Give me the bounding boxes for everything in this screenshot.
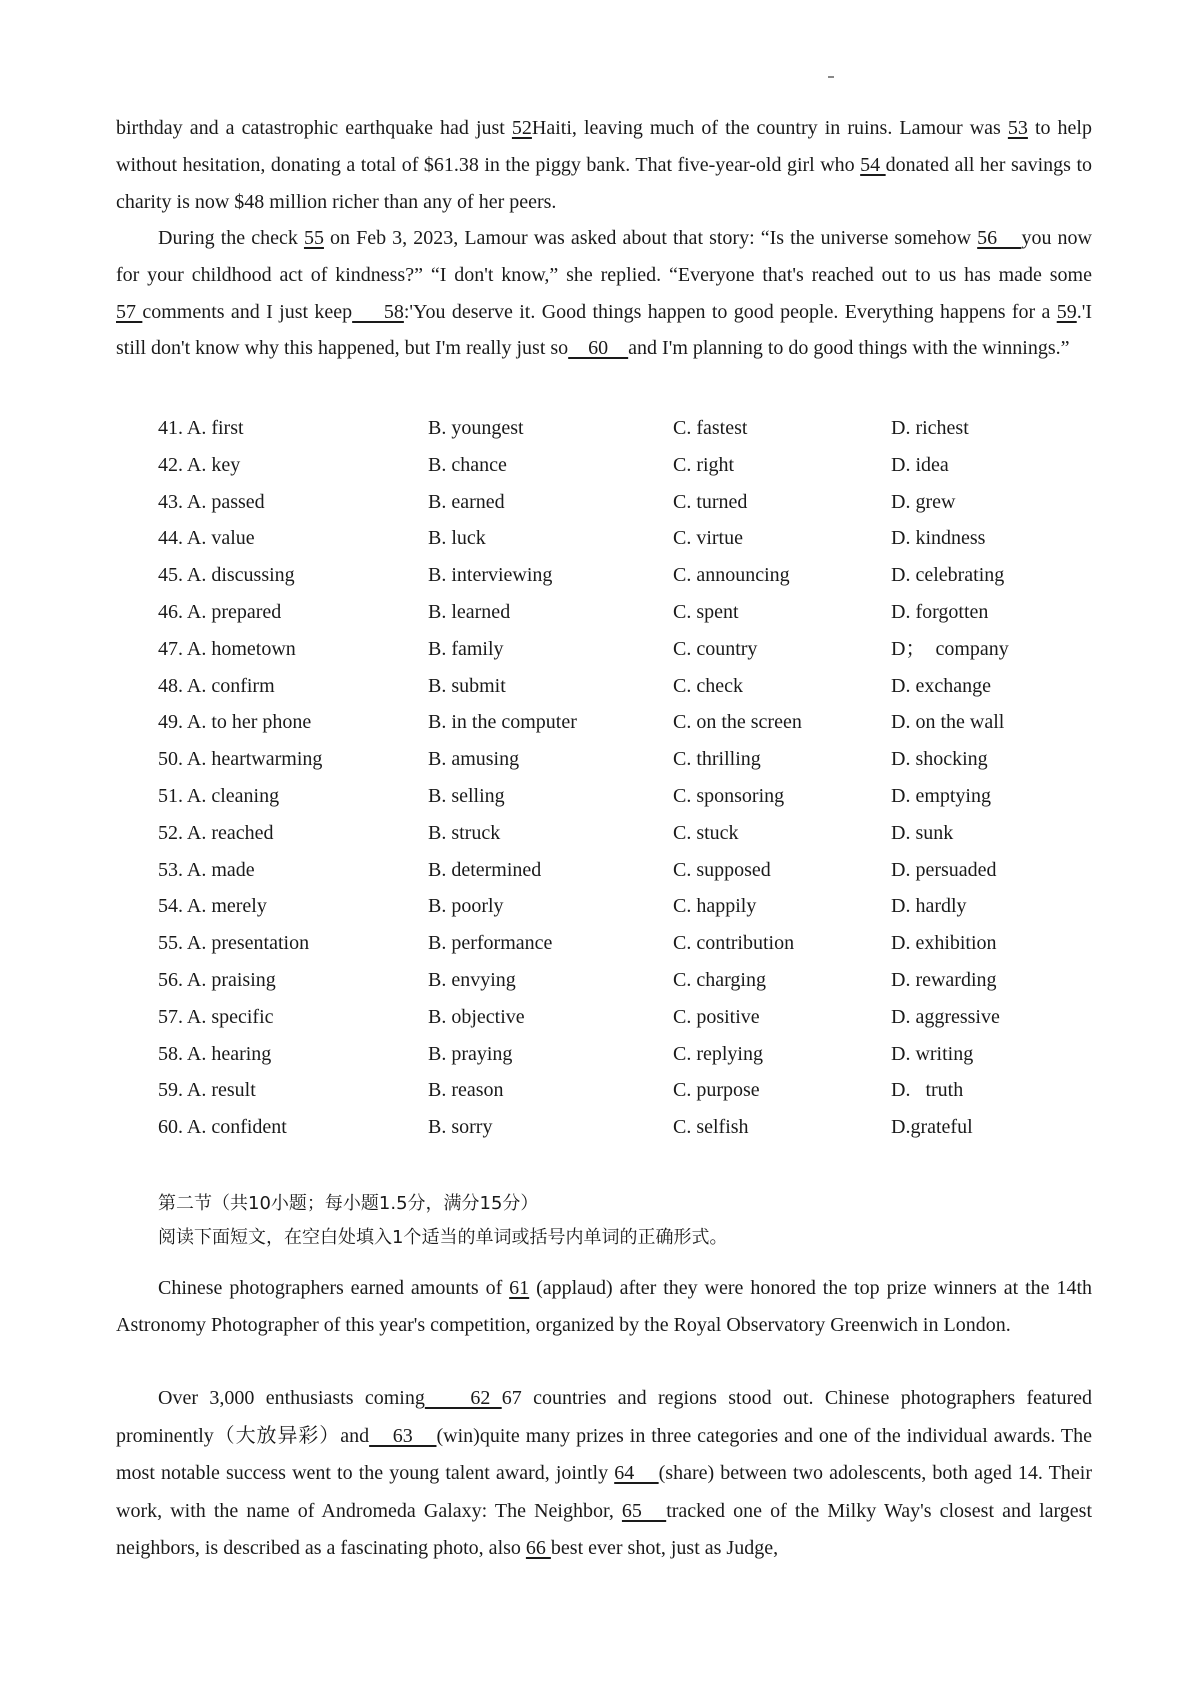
option-b: B. learned <box>428 600 511 623</box>
option-row <box>158 1109 1058 1146</box>
option-d: D. sunk <box>891 821 954 844</box>
option-a: 45. A. discussing <box>158 564 295 587</box>
option-a: 56. A. praising <box>158 968 276 991</box>
option-a: 54. A. merely <box>158 895 267 918</box>
option-d: D. rewarding <box>891 968 997 991</box>
option-d: D； company <box>891 637 1009 660</box>
blank-56: 56 <box>977 227 1022 249</box>
option-b: B. struck <box>428 821 501 844</box>
option-d: D. exhibition <box>891 932 997 955</box>
option-row <box>158 815 1058 852</box>
passage1-text: comments and I just keep <box>142 300 353 323</box>
option-c: C. charging <box>673 968 766 991</box>
option-row <box>158 557 1058 594</box>
option-row <box>158 668 1058 705</box>
option-row <box>158 520 1058 557</box>
option-c: C. country <box>673 637 758 660</box>
option-c: C. on the screen <box>673 711 802 734</box>
option-c: C. purpose <box>673 1079 760 1102</box>
passage2-paragraph2 <box>116 1380 1092 1568</box>
option-c: C. contribution <box>673 932 795 955</box>
option-b: B. submit <box>428 674 506 697</box>
option-c: C. turned <box>673 490 748 513</box>
option-c: C. positive <box>673 1005 760 1028</box>
option-b: B. performance <box>428 932 553 955</box>
option-d: D. hardly <box>891 895 967 918</box>
blank-62: 62 <box>424 1387 502 1409</box>
option-row <box>158 704 1058 741</box>
option-c: C. fastest <box>673 417 748 439</box>
option-b: B. reason <box>428 1079 504 1102</box>
option-row <box>158 962 1058 999</box>
blank-58: 58 <box>352 300 404 323</box>
option-d: D. truth <box>891 1079 964 1102</box>
option-c: C. right <box>673 453 735 476</box>
option-c: C. stuck <box>673 821 739 844</box>
option-a: 53. A. made <box>158 858 255 881</box>
section2-instruction: 阅读下面短文，在空白处填入1个适当的单词或括号内单词的正确形式。 <box>158 1227 728 1248</box>
passage1-text: birthday and a catastrophic earthquake had just <box>116 117 512 139</box>
blank-66: 66 <box>525 1537 551 1560</box>
option-a: 48. A. confirm <box>158 674 275 697</box>
blank-59: 59 <box>1056 300 1077 323</box>
option-a: 43. A. passed <box>158 490 265 513</box>
option-a: 46. A. prepared <box>158 600 282 623</box>
option-row <box>158 778 1058 815</box>
passage1-text: donated all her savings to charity is now $48 million richer than any of her peers. <box>116 153 1092 213</box>
passage2-text: (win)quite many prizes in three categories and one of the individual awards. The most notable success went to the young talent award, jointly <box>116 1424 1092 1485</box>
option-d: D. persuaded <box>891 858 997 881</box>
passage1-text: :'You deserve it. Good things happen to good people. Everything happens for a <box>403 300 1057 323</box>
option-c: C. spent <box>673 600 739 623</box>
option-d: D. exchange <box>891 674 991 697</box>
option-row <box>158 631 1058 668</box>
option-row <box>158 852 1058 889</box>
option-b: B. family <box>428 637 504 660</box>
option-b: B. selling <box>428 784 505 807</box>
option-b: B. chance <box>428 453 507 476</box>
option-row <box>158 594 1058 631</box>
option-row <box>158 484 1058 521</box>
option-b: B. youngest <box>428 417 524 439</box>
option-d: D. forgotten <box>891 600 989 623</box>
option-d: D. aggressive <box>891 1005 1000 1028</box>
passage1-text: .'I still don't know why this happened, but I'm really just so <box>116 300 1092 360</box>
option-d: D. richest <box>891 417 969 439</box>
option-d: D.grateful <box>891 1116 973 1139</box>
option-d: D. on the wall <box>891 711 1005 734</box>
passage1-text: and I'm planning to do good things with the winnings.” <box>628 337 1070 360</box>
passage1-text: you now for your childhood act of kindness?” “I don't know,” she replied. “Everyone that's reached out to us has made some <box>116 227 1092 286</box>
option-c: C. thrilling <box>673 748 761 771</box>
option-c: C. virtue <box>673 527 743 550</box>
blank-53: 53 <box>1007 117 1028 139</box>
options-list <box>158 410 1058 1146</box>
passage1-paragraph2 <box>116 220 1092 367</box>
option-c: C. announcing <box>673 564 790 587</box>
option-b: B. praying <box>428 1042 513 1065</box>
blank-61: 61 <box>509 1277 530 1299</box>
option-c: C. happily <box>673 895 757 918</box>
option-d: D. idea <box>891 453 949 476</box>
option-b: B. objective <box>428 1005 525 1028</box>
option-row <box>158 410 1058 447</box>
option-row <box>158 925 1058 962</box>
option-a: 55. A. presentation <box>158 932 310 955</box>
passage1-text: to help without hesitation, donating a total of $61.38 in the piggy bank. That five-year-old girl who <box>116 117 1092 176</box>
option-row <box>158 447 1058 484</box>
option-row <box>158 741 1058 778</box>
option-a: 49. A. to her phone <box>158 711 312 734</box>
option-a: 44. A. value <box>158 527 255 550</box>
blank-54: 54 <box>860 153 886 176</box>
option-c: C. sponsoring <box>673 784 785 807</box>
option-c: C. selfish <box>673 1116 749 1139</box>
option-b: B. envying <box>428 968 516 991</box>
option-a: 47. A. hometown <box>158 637 296 660</box>
option-row <box>158 1072 1058 1109</box>
blank-63: 63 <box>369 1424 437 1447</box>
blank-65: 65 <box>621 1499 667 1522</box>
passage2-text: (applaud) after they were honored the top prize winners at the 14th Astronomy Photographer of this year's competition, organized by the Royal Observatory Greenwich in London. <box>116 1277 1092 1336</box>
blank-52: 52 <box>511 117 532 139</box>
option-b: B. determined <box>428 858 542 881</box>
blank-55: 55 <box>303 227 324 249</box>
passage1-text: Haiti, leaving much of the country in ruins. Lamour was <box>531 117 1008 139</box>
option-d: D. writing <box>891 1042 974 1065</box>
option-b: B. in the computer <box>428 711 577 734</box>
option-a: 60. A. confident <box>158 1116 287 1139</box>
blank-64: 64 <box>614 1462 659 1485</box>
option-d: D. emptying <box>891 784 991 807</box>
option-c: C. check <box>673 674 743 697</box>
option-c: C. supposed <box>673 858 771 881</box>
option-a: 52. A. reached <box>158 821 274 844</box>
option-a: 58. A. hearing <box>158 1042 272 1065</box>
option-d: D. shocking <box>891 748 988 771</box>
passage2-text: 67 countries and regions stood out. Chinese photographers featured prominently（大放异彩）and <box>116 1387 1092 1447</box>
passage1-paragraph1 <box>116 110 1092 220</box>
option-a: 42. A. key <box>158 453 241 476</box>
option-a: 50. A. heartwarming <box>158 748 323 771</box>
blank-57: 57 <box>116 300 143 323</box>
option-b: B. sorry <box>428 1116 493 1139</box>
option-b: B. amusing <box>428 748 520 771</box>
option-a: 59. A. result <box>158 1079 256 1102</box>
option-row <box>158 1036 1058 1073</box>
page-mark <box>828 76 834 78</box>
passage2-text: best ever shot, just as Judge, <box>550 1537 779 1560</box>
option-a: 41. A. first <box>158 417 244 439</box>
section2-heading: 第二节（共10小题；每小题1.5分，满分15分） <box>158 1193 539 1214</box>
passage2-text: Over 3,000 enthusiasts coming <box>158 1387 425 1409</box>
option-b: B. poorly <box>428 895 504 918</box>
option-row <box>158 999 1058 1036</box>
option-a: 57. A. specific <box>158 1005 274 1028</box>
passage1-text: During the check <box>158 227 304 249</box>
option-b: B. luck <box>428 527 486 550</box>
option-b: B. interviewing <box>428 564 553 587</box>
passage2-text: tracked one of the Milky Way's closest and largest neighbors, is described as a fascinating photo, also <box>116 1499 1093 1560</box>
option-d: D. celebrating <box>891 564 1005 587</box>
passage2-text: (share) between two adolescents, both aged 14. Their work, with the name of Andromeda Galaxy: The Neighbor, <box>116 1462 1092 1522</box>
passage2-text: Chinese photographers earned amounts of <box>158 1277 510 1299</box>
option-d: D. kindness <box>891 527 986 550</box>
option-b: B. earned <box>428 490 505 513</box>
option-a: 51. A. cleaning <box>158 784 280 807</box>
option-d: D. grew <box>891 490 956 513</box>
option-row <box>158 888 1058 925</box>
blank-60: 60 <box>568 337 629 360</box>
passage1-text: on Feb 3, 2023, Lamour was asked about that story: “Is the universe somehow <box>323 227 978 249</box>
passage2-paragraph1 <box>116 1270 1092 1344</box>
option-c: C. replying <box>673 1042 763 1065</box>
